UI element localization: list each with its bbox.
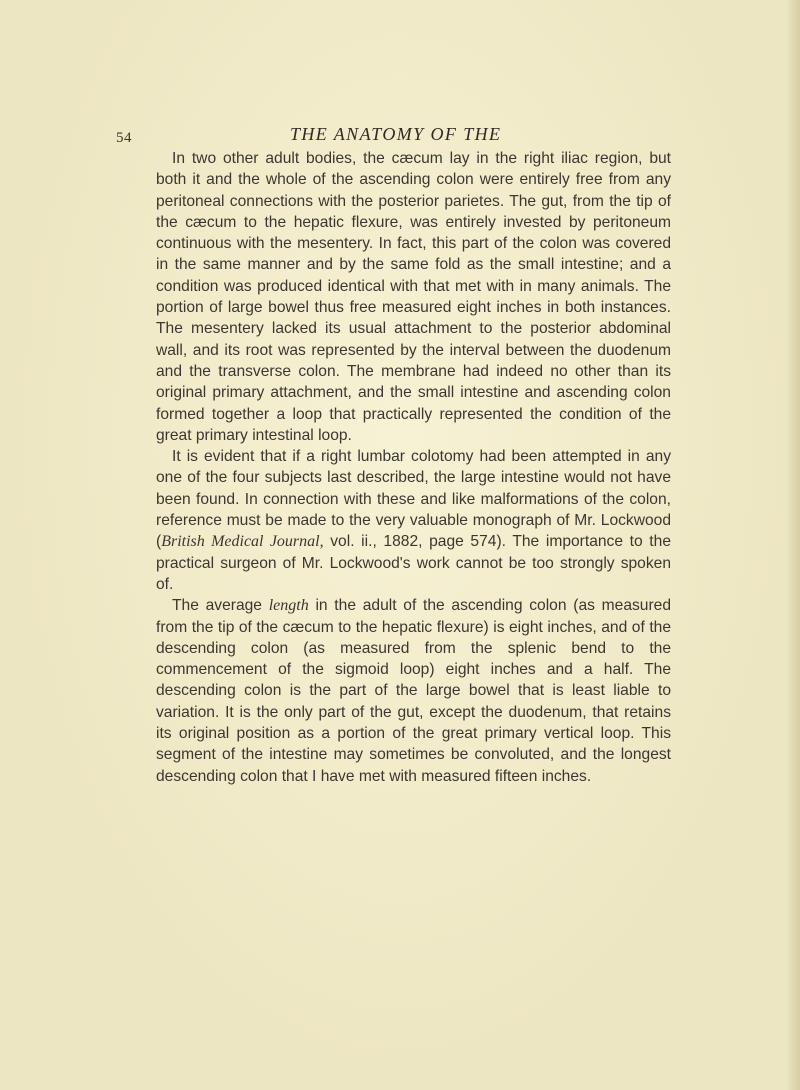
page-number: 54 <box>116 130 132 146</box>
paragraph-2-text-before: It is evident that if a right lumbar colotomy had been attempted in any one of the four subjects last described, the large intestine would not have been found. In connection with these and like malformations of the colon, reference must be made to the very valuable monograph of Mr. Lockwood ( <box>156 448 671 551</box>
emphasized-word: length <box>268 597 309 615</box>
body-text <box>156 148 671 787</box>
paragraph-2-text-after: vol. ii., 1882, page 574). The importance to the practical surgeon of Mr. Lockwood's work cannot be too strongly spoken of. <box>156 533 671 593</box>
paragraph-3-text-after: in the adult of the ascending colon (as measured from the tip of the cæcum to the hepatic flexure) is eight inches, and of the descending colon (as measured from the splenic bend to the commencement of the sigmoid loop) eight inches and a half. The descending colon is the part of the large bowel that is least liable to variation. It is the only part of the gut, except the duodenum, that retains its original position as a portion of the great primary vertical loop. This segment of the intestine may sometimes be convoluted, and the longest descending colon that I have met with measured fifteen inches. <box>156 597 672 785</box>
running-head: THE ANATOMY OF THE <box>290 124 502 144</box>
page-edge-shadow <box>786 0 800 1090</box>
paragraph-3 <box>156 595 671 787</box>
paragraph-1: In two other adult bodies, the cæcum lay in the right iliac region, but both it and the whole of the ascending colon were entirely free from any peritoneal connections with the posterior parietes. The gut, from the tip of the cæcum to the hepatic flexure, was entirely invested by peritoneum continuous with the mesentery. In fact, this part of the colon was covered in the same manner and by the same fold as the small intestine; and a condition was produced identical with that met with in many animals. The portion of large bowel thus free measured eight inches in both instances. The mesentery lacked its usual attachment to the posterior abdominal wall, and its root was represented by the interval between the duodenum and the transverse colon. The membrane had indeed no other than its original primary attachment, and the small intestine and ascending colon formed together a loop that practically represented the condition of the great primary intestinal loop. <box>156 150 671 444</box>
paragraph-2 <box>156 446 671 595</box>
paragraph-3-text-before: The average <box>172 597 269 615</box>
journal-title: British Medical Journal, <box>161 533 324 551</box>
